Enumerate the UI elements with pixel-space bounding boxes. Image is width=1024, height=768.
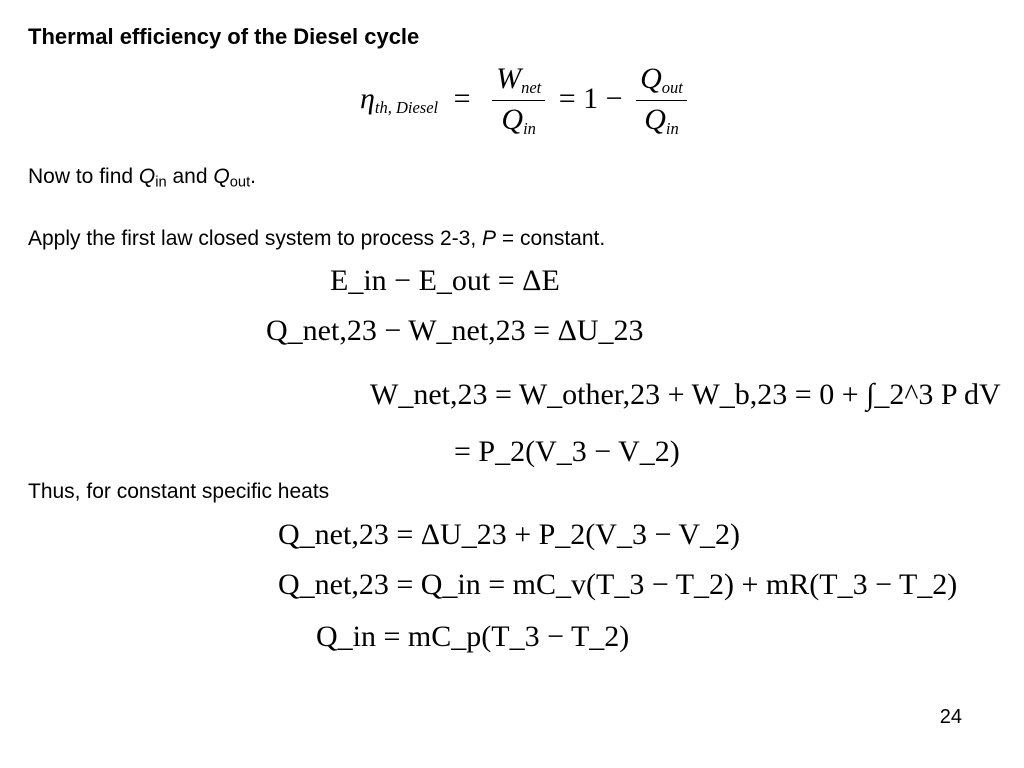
frac-num: W [496, 62, 522, 95]
page-number: 24 [939, 706, 962, 728]
text: . [250, 165, 256, 188]
text: and [166, 165, 214, 188]
p-symbol: P [482, 227, 497, 250]
frac-num: Q [640, 62, 662, 95]
first-law-line [28, 227, 605, 251]
frac-num-sub: out [661, 77, 683, 97]
q-symbol: Q [138, 165, 156, 188]
energy-balance-equation: E_in − E_out = ΔE [330, 264, 560, 297]
qin-cv-equation: Q_net,23 = Q_in = mC_v(T_3 − T_2) + mR(T_3 − T_2) [278, 568, 958, 601]
wnet-equation: W_net,23 = W_other,23 + W_b,23 = 0 + ∫_2^3 P dV [370, 378, 1001, 411]
text: = constant. [496, 227, 606, 250]
frac-num-sub: net [521, 77, 542, 97]
q-sub-out: out [229, 174, 251, 191]
slide-title: Thermal efficiency of the Diesel cycle [28, 24, 420, 49]
text: Apply the first law closed system to process 2-3, [28, 227, 483, 250]
equals-sign: = [453, 81, 471, 115]
equals-one-minus: = 1 − [558, 81, 623, 115]
q-sub-in: in [155, 174, 167, 191]
qnet-du-equation: Q_net,23 = ΔU_23 + P_2(V_3 − V_2) [278, 518, 740, 551]
qnet-wnet-equation: Q_net,23 − W_net,23 = ΔU_23 [266, 314, 644, 347]
qin-cp-equation: Q_in = mC_p(T_3 − T_2) [316, 620, 630, 653]
frac-den-sub: in [523, 119, 536, 139]
frac-den-sub: in [665, 119, 679, 139]
text: Now to find [28, 165, 139, 188]
boundary-work-equation: = P_2(V_3 − V_2) [454, 435, 680, 468]
fraction-qout-qin [636, 64, 687, 138]
eta-symbol: η [360, 81, 375, 115]
q-symbol: Q [213, 165, 230, 188]
frac-den: Q [501, 103, 524, 137]
fraction-wnet-qin [492, 64, 545, 138]
find-q-line [28, 165, 256, 191]
frac-den: Q [644, 103, 666, 137]
efficiency-equation [360, 64, 693, 138]
thus-line: Thus, for constant specific heats [28, 480, 330, 503]
eta-subscript: th, Diesel [374, 97, 439, 117]
